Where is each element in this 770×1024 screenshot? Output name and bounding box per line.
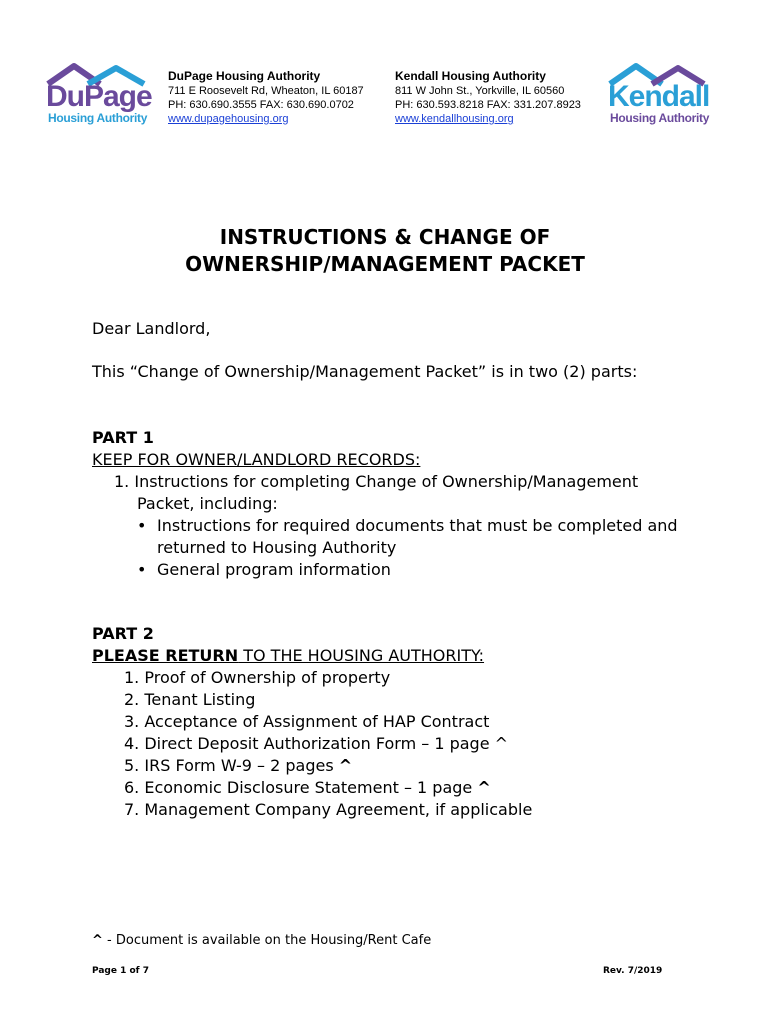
intro-text: This “Change of Ownership/Management Packet” is in two (2) parts: — [92, 362, 638, 381]
part1-item-1-cont: Packet, including: — [137, 494, 278, 513]
part2-subheading-bold: PLEASE RETURN — [92, 646, 239, 665]
part2-item-7 — [92, 799, 712, 821]
part2-item-4 — [92, 733, 712, 755]
caret-marker: ^ — [338, 756, 353, 775]
kendall-contact — [395, 69, 581, 126]
list-text: Economic Disclosure Statement – 1 page — [144, 778, 473, 797]
dupage-contact — [168, 69, 364, 126]
caret-marker: ^ — [92, 933, 103, 948]
dupage-logo-subtitle: Housing Authority — [48, 111, 148, 125]
page-number: Page 1 of 7 — [92, 966, 149, 976]
dupage-name: DuPage Housing Authority — [168, 69, 321, 83]
revision-date: Rev. 7/2019 — [603, 966, 663, 976]
part2-subheading-rest: TO THE HOUSING AUTHORITY: — [238, 646, 485, 665]
part2-item-2 — [92, 689, 712, 711]
bullet-text: Instructions for required documents that must be completed and — [157, 516, 678, 535]
kendall-logo-word: Kendall — [608, 80, 710, 113]
part1-bullet-1 — [92, 515, 712, 537]
list-number: 6. — [124, 778, 140, 797]
bullet-icon: • — [137, 516, 147, 535]
title-line-1: INSTRUCTIONS & CHANGE OF — [219, 225, 551, 249]
footnote — [92, 933, 431, 948]
bullet-text: General program information — [157, 560, 391, 579]
footnote-text: - Document is available on the Housing/Rent Cafe — [102, 933, 432, 948]
part1-bullet-1-cont: returned to Housing Authority — [157, 538, 397, 557]
part1-section — [92, 427, 712, 581]
dupage-website-link[interactable]: www.dupagehousing.org — [168, 113, 289, 125]
list-text: Tenant Listing — [144, 690, 256, 709]
kendall-phone: PH: 630.593.8218 FAX: 331.207.8923 — [395, 99, 581, 111]
part1-bullet-2 — [92, 559, 712, 581]
greeting: Dear Landlord, — [92, 319, 211, 338]
list-text: Acceptance of Assignment of HAP Contract — [144, 712, 490, 731]
list-number: 1. — [114, 472, 130, 491]
document-title — [0, 224, 770, 278]
list-text: Direct Deposit Authorization Form – 1 page ^ — [144, 734, 509, 753]
list-text: Management Company Agreement, if applicable — [144, 800, 533, 819]
part1-heading: PART 1 — [92, 428, 154, 447]
list-number: 4. — [124, 734, 140, 753]
list-number: 1. — [124, 668, 140, 687]
part2-heading: PART 2 — [92, 624, 154, 643]
part1-subheading: KEEP FOR OWNER/LANDLORD RECORDS: — [92, 450, 421, 469]
kendall-website-link[interactable]: www.kendallhousing.org — [395, 113, 514, 125]
dupage-logo-word: DuPage — [46, 80, 152, 113]
title-line-2: OWNERSHIP/MANAGEMENT PACKET — [185, 252, 585, 276]
part2-item-3 — [92, 711, 712, 733]
kendall-logo — [604, 60, 714, 130]
part2-section — [92, 623, 712, 821]
part2-item-6 — [92, 777, 712, 799]
list-number: 5. — [124, 756, 140, 775]
part1-item-1 — [92, 471, 712, 493]
kendall-logo-subtitle: Housing Authority — [610, 111, 710, 125]
list-number: 2. — [124, 690, 140, 709]
list-number: 3. — [124, 712, 140, 731]
dupage-address: 711 E Roosevelt Rd, Wheaton, IL 60187 — [168, 85, 364, 97]
part2-subheading — [92, 645, 712, 667]
part2-item-5 — [92, 755, 712, 777]
kendall-address: 811 W John St., Yorkville, IL 60560 — [395, 85, 565, 97]
list-number: 7. — [124, 800, 140, 819]
caret-marker: ^ — [477, 778, 491, 797]
bullet-icon: • — [137, 560, 147, 579]
part2-item-1 — [92, 667, 712, 689]
dupage-phone: PH: 630.690.3555 FAX: 630.690.0702 — [168, 99, 354, 111]
list-text: Instructions for completing Change of Ownership/Management — [134, 472, 639, 491]
kendall-name: Kendall Housing Authority — [395, 69, 546, 83]
list-text: IRS Form W-9 – 2 pages — [144, 756, 334, 775]
list-text: Proof of Ownership of property — [144, 668, 391, 687]
dupage-logo — [44, 60, 154, 130]
